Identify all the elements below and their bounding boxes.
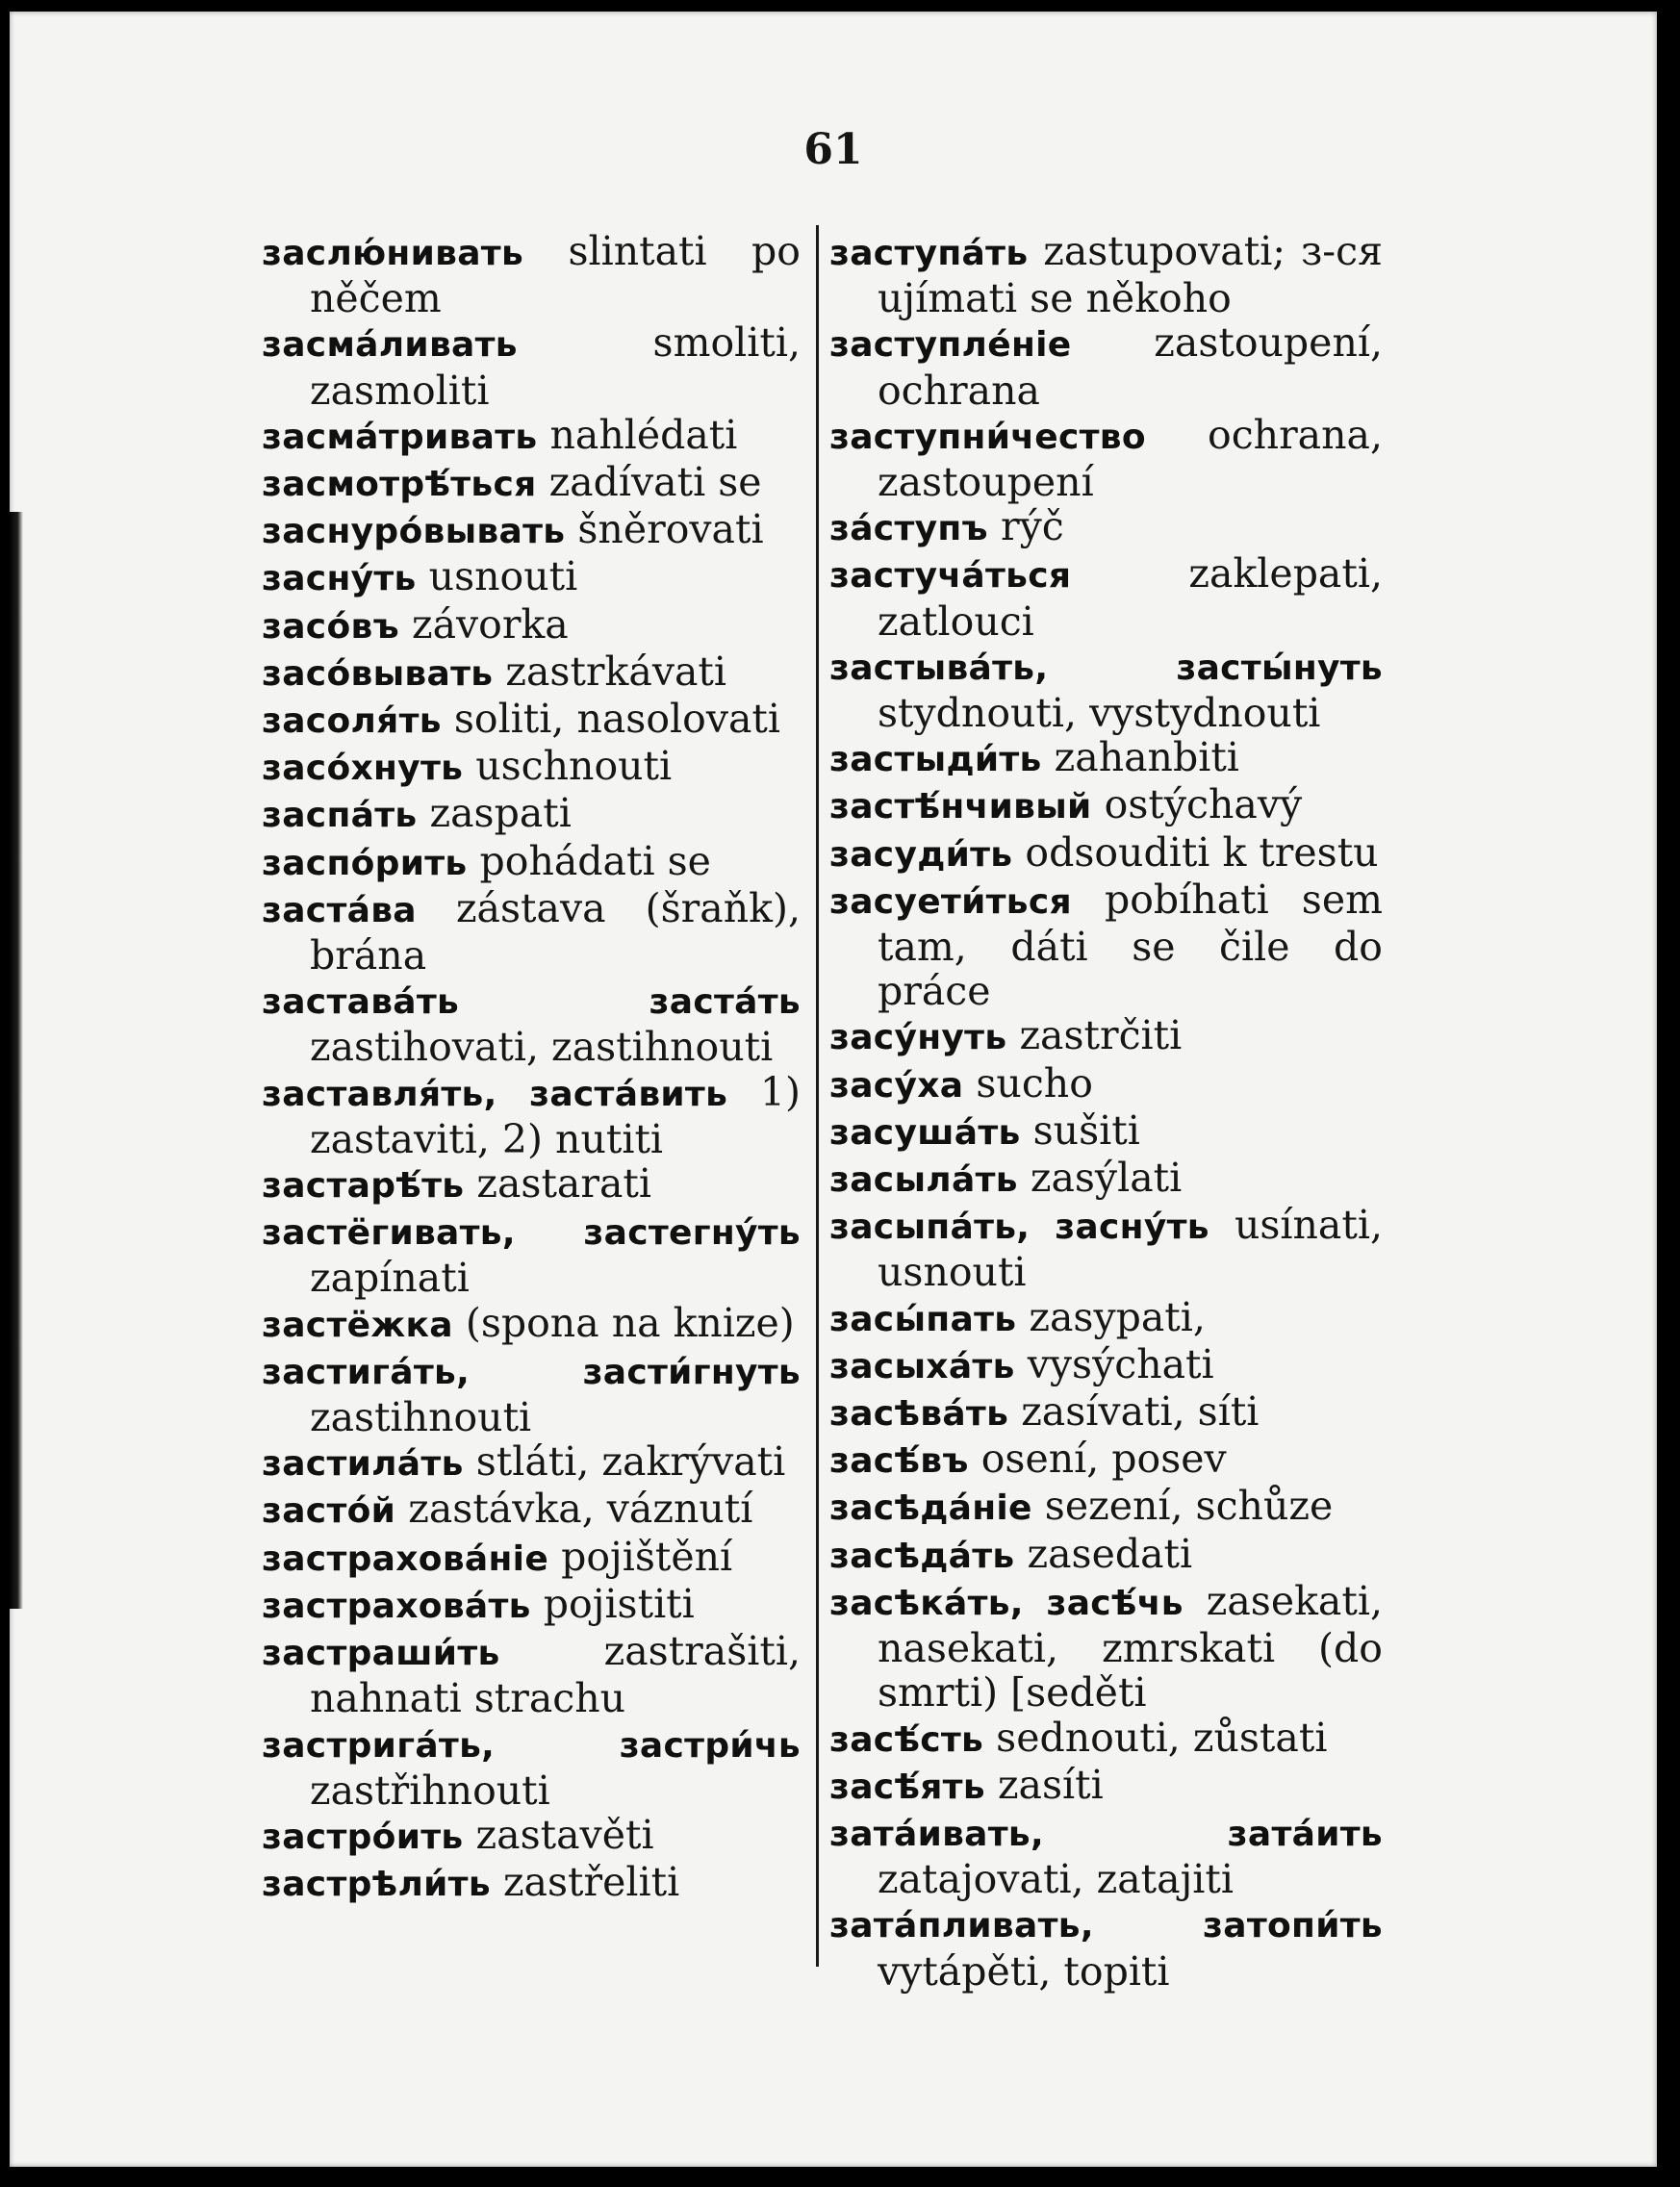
- entry-headword: застига́ть, засти́гнуть: [262, 1352, 801, 1392]
- dictionary-entry: [829, 504, 1383, 551]
- entry-headword: засѣ́ять: [829, 1767, 985, 1807]
- entry-headword: засѣда́ніе: [829, 1488, 1032, 1529]
- entry-headword: засыха́ть: [829, 1346, 1015, 1386]
- entry-headword: засо́въ: [262, 606, 399, 647]
- dictionary-entry: [829, 735, 1383, 782]
- entry-translation: šněrovati: [577, 506, 764, 553]
- entry-headword: зата́пливать, затопи́ть: [829, 1906, 1383, 1946]
- entry-headword: засма́тривать: [262, 417, 538, 457]
- dictionary-entry: [262, 886, 801, 978]
- entry-translation: zasýlati: [1030, 1155, 1183, 1202]
- entry-translation: zasypati,: [1029, 1293, 1206, 1340]
- entry-translation: usnouti: [428, 553, 578, 600]
- entry-headword: застро́ить: [262, 1817, 464, 1857]
- dictionary-entry: [829, 830, 1383, 877]
- dictionary-entry: [262, 602, 801, 649]
- entry-translation: usínati, usnouti: [878, 1202, 1383, 1296]
- entry-translation: zastoupení, ochrana: [878, 319, 1383, 414]
- dictionary-entry: [262, 1721, 801, 1813]
- entry-translation: sušiti: [1032, 1106, 1140, 1154]
- entry-translation: závorka: [411, 600, 569, 648]
- dictionary-entry: [829, 1342, 1383, 1389]
- entry-translation: zaspati: [429, 790, 572, 837]
- dictionary-entry: [829, 644, 1383, 735]
- dictionary-entry: [829, 877, 1383, 1014]
- entry-translation: zadívati se: [548, 459, 762, 506]
- dictionary-entry: [262, 554, 801, 601]
- entry-translation: zástava (šraňk), brána: [310, 884, 801, 979]
- dictionary-entry: [262, 697, 801, 744]
- dictionary-entry: [829, 1579, 1383, 1716]
- entry-headword: заступле́ніе: [829, 325, 1072, 366]
- entry-translation: sednouti, zůstati: [996, 1714, 1328, 1761]
- dictionary-entry: [262, 1582, 801, 1629]
- dictionary-entry: [829, 229, 1383, 320]
- entry-translation: zastřihnouti: [310, 1767, 550, 1814]
- dictionary-entry: [829, 1437, 1383, 1484]
- dictionary-entry: [829, 1901, 1383, 1993]
- entry-headword: засо́вывать: [262, 653, 494, 694]
- entry-headword: засѣ́сть: [829, 1719, 984, 1760]
- entry-translation: zastupovati; з-ся ujímati se někoho: [878, 228, 1383, 322]
- entry-translation: zastrašiti, nahnati strachu: [310, 1628, 801, 1722]
- entry-headword: заспо́рить: [262, 843, 468, 883]
- entry-translation: zastihovati, zastihnouti: [310, 1024, 774, 1071]
- binding-shadow: [10, 512, 23, 1609]
- entry-headword: заступни́чество: [829, 417, 1146, 457]
- entry-translation: pobíhati sem tam, dáti se čile do práce: [878, 876, 1383, 1015]
- entry-translation: (spona na knize): [465, 1299, 795, 1346]
- entry-headword: зата́ивать, зата́ить: [829, 1814, 1383, 1854]
- dictionary-entry: [262, 1348, 801, 1439]
- entry-headword: засу́нуть: [829, 1018, 1007, 1058]
- dictionary-entry: [829, 1156, 1383, 1203]
- entry-headword: застрахова́ніе: [262, 1539, 549, 1579]
- entry-translation: nahlédati: [549, 411, 738, 458]
- entry-translation: zasíti: [997, 1761, 1104, 1808]
- entry-headword: застава́ть заста́ть: [262, 982, 801, 1023]
- entry-headword: заслю́нивать: [262, 234, 524, 273]
- entry-headword: застѣ́нчивый: [829, 787, 1092, 827]
- dictionary-entry: [829, 320, 1383, 412]
- dictionary-entry: [829, 1203, 1383, 1294]
- entry-translation: pojištění: [561, 1533, 733, 1580]
- entry-headword: застёгивать, застегну́ть: [262, 1213, 801, 1254]
- entry-translation: zasívati, síti: [1021, 1388, 1260, 1436]
- entry-headword: застыва́ть, засты́нуть: [829, 648, 1383, 688]
- dictionary-entry: [829, 782, 1383, 829]
- entry-headword: засоля́ть: [262, 701, 442, 742]
- dictionary-entry: [262, 1487, 801, 1534]
- entry-translation: vysýchati: [1027, 1340, 1214, 1387]
- dictionary-entry: [829, 1484, 1383, 1531]
- right-column: [829, 229, 1383, 1994]
- entry-headword: засѣ́въ: [829, 1441, 969, 1482]
- entry-translation: 1) zastaviti, 2) nutiti: [310, 1068, 801, 1162]
- entry-headword: заста́ва: [262, 890, 417, 930]
- dictionary-entry: [262, 460, 801, 507]
- entry-translation: stláti, zakrývati: [475, 1438, 786, 1486]
- entry-translation: rýč: [1000, 503, 1064, 550]
- entry-translation: zasedati: [1027, 1530, 1193, 1577]
- entry-headword: засто́й: [262, 1491, 396, 1532]
- dictionary-entry: [262, 1301, 801, 1348]
- entry-translation: pojistiti: [543, 1580, 695, 1627]
- dictionary-entry: [262, 978, 801, 1069]
- entry-headword: застраши́ть: [262, 1634, 500, 1674]
- entry-headword: засо́хнуть: [262, 749, 464, 789]
- entry-translation: zatajovati, zatajiti: [878, 1856, 1235, 1903]
- entry-headword: засуети́ться: [829, 881, 1072, 922]
- entry-translation: pohádati se: [479, 837, 711, 884]
- dictionary-entry: [262, 1070, 801, 1161]
- dictionary-entry: [262, 320, 801, 412]
- entry-headword: заступа́ть: [829, 234, 1029, 273]
- dictionary-entry: [262, 744, 801, 791]
- entry-translation: ostýchavý: [1104, 781, 1303, 828]
- entry-translation: uschnouti: [475, 743, 673, 790]
- entry-translation: slintati po něčem: [310, 228, 801, 322]
- entry-translation: sezení, schůze: [1044, 1483, 1334, 1530]
- dictionary-entry: [262, 1813, 801, 1860]
- dictionary-entry: [262, 839, 801, 886]
- dictionary-entry: [262, 229, 801, 320]
- entry-headword: застарѣ́ть: [262, 1166, 465, 1207]
- entry-translation: zastrčiti: [1019, 1012, 1183, 1059]
- entry-headword: засмотрѣ́ться: [262, 465, 537, 505]
- column-divider: [816, 225, 819, 1967]
- entry-headword: за́ступъ: [829, 509, 988, 549]
- entry-translation: zasekati, nasekati, zmrskati (do smrti) [seděti: [878, 1577, 1383, 1717]
- entry-translation: vytápěti, topiti: [878, 1947, 1170, 1995]
- entry-headword: засуша́ть: [829, 1112, 1021, 1153]
- entry-headword: застрига́ть, застри́чь: [262, 1725, 801, 1766]
- entry-translation: zastavěti: [475, 1811, 654, 1858]
- entry-translation: sucho: [976, 1059, 1093, 1106]
- entry-translation: stydnouti, vystydnouti: [878, 690, 1321, 737]
- entry-headword: застрѣли́ть: [262, 1865, 491, 1905]
- dictionary-entry: [262, 1860, 801, 1907]
- dictionary-entry: [262, 1629, 801, 1720]
- entry-translation: odsouditi k trestu: [1025, 828, 1379, 876]
- entry-translation: zahanbiti: [1054, 734, 1239, 781]
- dictionary-entry: [262, 649, 801, 697]
- dictionary-entry: [829, 1061, 1383, 1108]
- dictionary-entry: [262, 1161, 801, 1208]
- entry-headword: засѣва́ть: [829, 1394, 1009, 1435]
- dictionary-entry: [262, 1535, 801, 1582]
- dictionary-entry: [829, 1013, 1383, 1060]
- entry-headword: заснуро́вывать: [262, 512, 566, 552]
- left-column: [262, 229, 801, 1907]
- entry-translation: zaklepati, zatlouci: [878, 550, 1383, 645]
- entry-translation: zastřeliti: [502, 1859, 680, 1906]
- dictionary-entry: [829, 1389, 1383, 1437]
- dictionary-entry: [829, 1295, 1383, 1342]
- entry-headword: засу́ха: [829, 1065, 964, 1106]
- entry-headword: засма́ливать: [262, 325, 518, 366]
- dictionary-entry: [829, 1532, 1383, 1579]
- dictionary-entry: [829, 1763, 1383, 1810]
- entry-translation: zastávka, váznutí: [408, 1486, 753, 1533]
- dictionary-page: [10, 12, 1657, 2167]
- entry-headword: засну́ть: [262, 559, 417, 599]
- dictionary-entry: [262, 1208, 801, 1300]
- entry-headword: застыди́ть: [829, 740, 1042, 780]
- entry-headword: заспа́ть: [262, 796, 418, 836]
- entry-translation: osení, posev: [980, 1436, 1227, 1483]
- entry-headword: застёжка: [262, 1305, 453, 1345]
- entry-headword: засѣда́ть: [829, 1536, 1015, 1576]
- entry-headword: застила́ть: [262, 1444, 464, 1485]
- entry-translation: zastihnouti: [310, 1394, 532, 1441]
- dictionary-entry: [829, 413, 1383, 504]
- entry-translation: smoliti, zasmoliti: [310, 319, 801, 414]
- page-number: 61: [803, 125, 863, 174]
- entry-translation: zastarati: [476, 1160, 651, 1208]
- entry-translation: soliti, nasolovati: [453, 696, 781, 743]
- entry-headword: засыла́ть: [829, 1160, 1018, 1201]
- entry-translation: zapínati: [310, 1255, 470, 1302]
- entry-translation: zastrkávati: [505, 648, 727, 695]
- entry-headword: засуди́ть: [829, 834, 1013, 875]
- dictionary-entry: [262, 507, 801, 554]
- entry-headword: засыпа́ть, засну́ть: [829, 1208, 1209, 1248]
- entry-translation: ochrana, zastoupení: [878, 411, 1383, 506]
- entry-headword: застуча́ться: [829, 556, 1072, 597]
- dictionary-entry: [829, 551, 1383, 643]
- entry-headword: засѣка́ть, засѣ́чь: [829, 1583, 1184, 1623]
- entry-headword: засы́пать: [829, 1299, 1017, 1339]
- dictionary-entry: [262, 791, 801, 838]
- dictionary-entry: [829, 1108, 1383, 1156]
- dictionary-entry: [262, 413, 801, 460]
- entry-headword: заставля́ть, заста́вить: [262, 1074, 728, 1114]
- dictionary-entry: [262, 1439, 801, 1487]
- entry-headword: застрахова́ть: [262, 1586, 531, 1626]
- dictionary-entry: [829, 1810, 1383, 1901]
- dictionary-entry: [829, 1716, 1383, 1763]
